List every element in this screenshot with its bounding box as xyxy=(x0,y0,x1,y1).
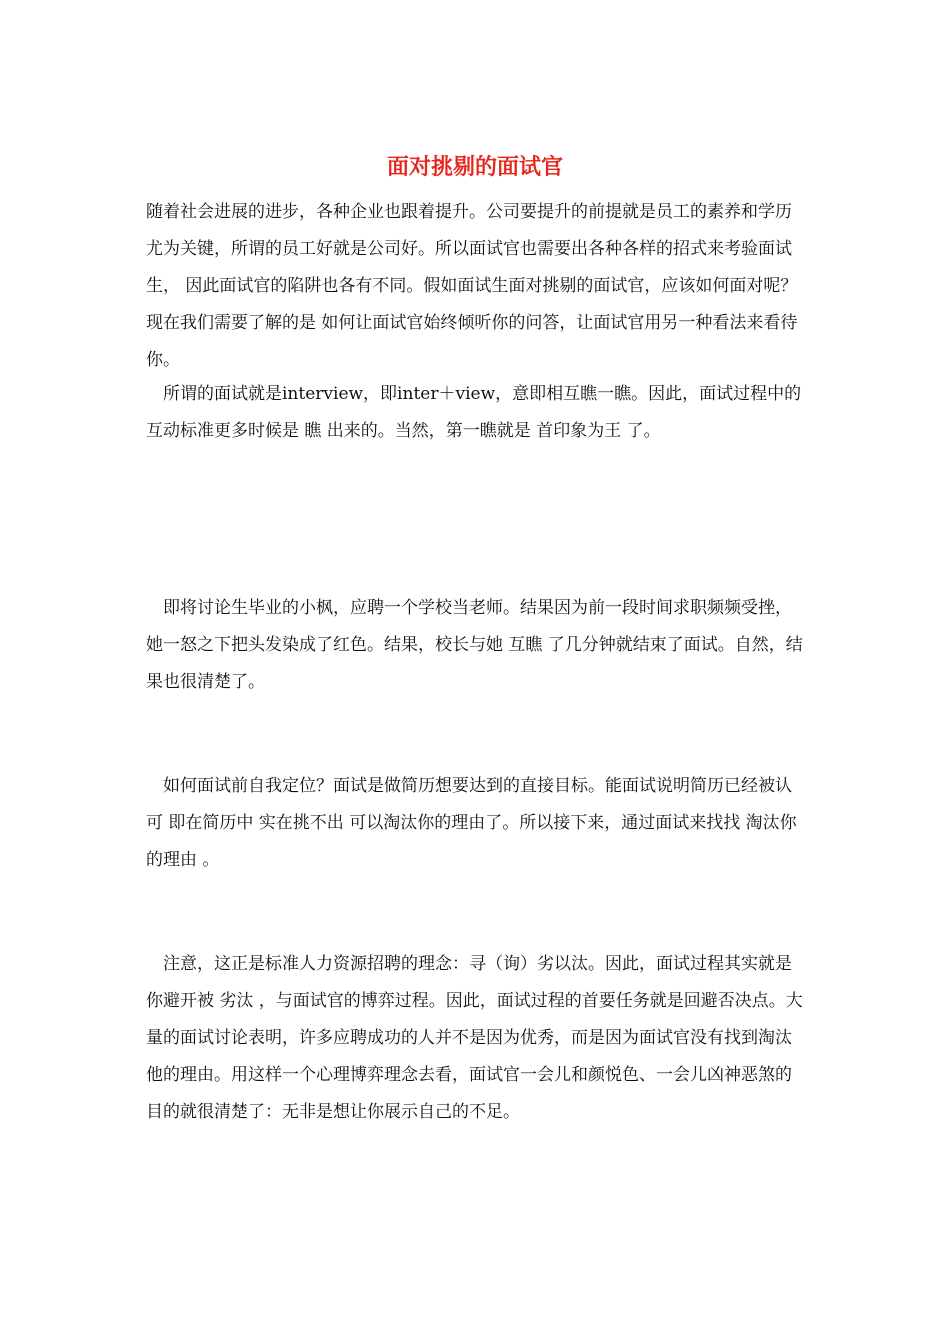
paragraph-interview-meaning: 所谓的面试就是interview，即inter＋view，意即相互瞧一瞧。因此，面试过程中的互动标准更多时候是 瞧 出来的。当然，第一瞧就是 首印象为王 了。 xyxy=(146,384,802,441)
document-title: 面对挑剔的面试官 xyxy=(386,155,563,180)
paragraph-hr-concept: 注意，这正是标准人力资源招聘的理念：寻（询）劣以汰。因此，面试过程其实就是你避开被 劣汰 ，与面试官的博弈过程。因此，面试过程的首要任务就是回避否决点。大量的面试讨论表明，许多应聘成功的人并不是因为优秀，而是因为面试官没有找到淘汰他的理由。用这样一个心理博弈理念去看，面试官一会儿和颜悦色、一会儿凶神恶煞的目的就很清楚了：无非是想让你展示自己的不足。 xyxy=(146,954,803,1122)
paragraph-example: 即将讨论生毕业的小枫，应聘一个学校当老师。结果因为前一段时间求职频频受挫，她一怒之下把头发染成了红色。结果，校长与她 互瞧 了几分钟就结束了面试。自然，结果也很清楚了。 xyxy=(146,598,803,692)
paragraph-intro: 随着社会进展的进步，各种企业也跟着提升。公司要提升的前提就是员工的素养和学历尤为关键，所谓的员工好就是公司好。所以面试官也需要出各种各样的招式来考验面试生， 因此面试官的陷阱也各有不同。假如面试生面对挑剔的面试官，应该如何面对呢？现在我们需要了解的是 如何让面试官始终倾听你的问答，让面试官用另一种看法来看待你。 xyxy=(146,202,798,370)
paragraph-self-positioning: 如何面试前自我定位？面试是做简历想要达到的直接目标。能面试说明简历已经被认可 即在简历中 实在挑不出 可以淘汰你的理由了。所以接下来，通过面试来找找 淘汰你的理由 。 xyxy=(146,776,797,870)
